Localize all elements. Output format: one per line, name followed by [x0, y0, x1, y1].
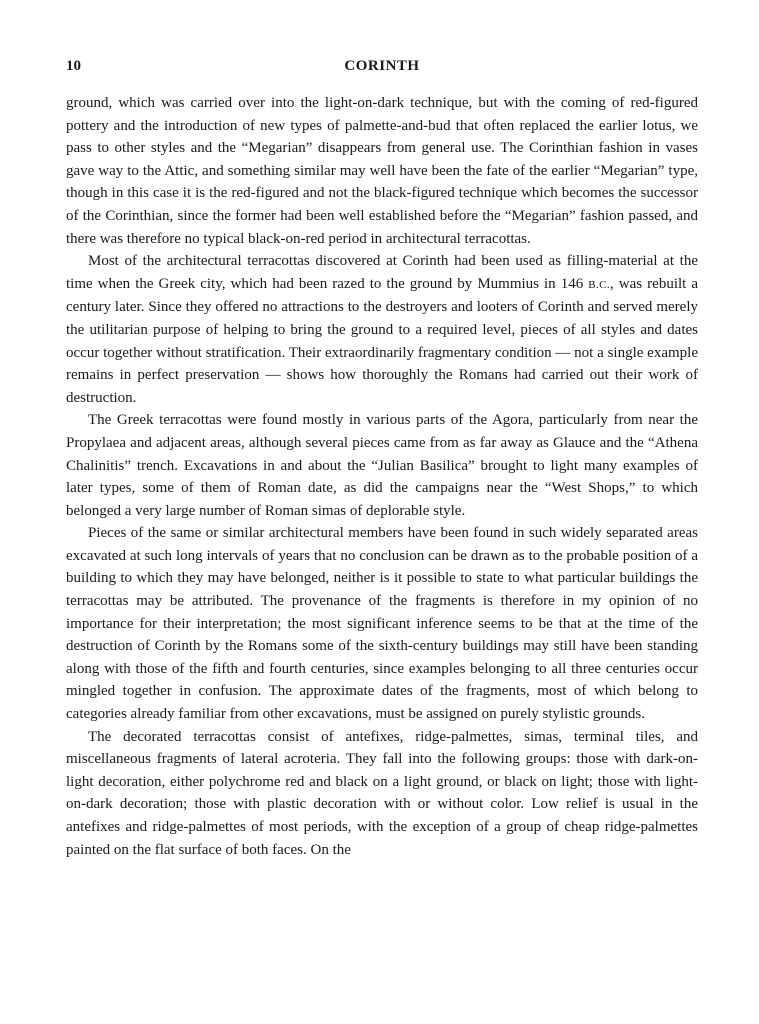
page-number: 10 — [66, 58, 81, 74]
paragraph-text-after-era: , was rebuilt a century later. Since they offered no attractions to the destroyers and looters of Corinth and served merely the utilitarian purpose of helping to bring the ground to a required level, pieces of all styles and dates occur together without stratification. Their extraordinarily fragmentary condition — not a single example remains in perfect preservation — shows how thoroughly the Romans had carried out their work of destruction. — [66, 275, 699, 406]
paragraph-find-locations: The Greek terracottas were found mostly in various parts of the Agora, particularly from near the Propylaea and adjacent areas, although several pieces came from as far away as Glauce and the “Athena Chalinitis” trench. Excavations in and about the “Julian Basilica” brought to light many examples of later types, some of them of Roman date, as did the campaigns near the “West Shops,” to which belonged a very large number of Roman simas of deplorable style. — [66, 412, 698, 519]
paragraph-text-before-era: Most of the architectural terracottas discovered at Corinth had been used as filling-material at the time when the Greek city, which had been razed to the ground by Mummius in 146 — [66, 253, 698, 292]
paragraph-decorated-terracottas: The decorated terracottas consist of antefixes, ridge-palmettes, simas, terminal tiles, and miscellaneous fragments of lateral acroteria. They fall into the following groups: those with dark-on-light decoration, either polychrome red and black on a light ground, or black on light; those with light-on-dark decoration; those with plastic decoration with or without color. Low relief is usual in the antefixes and ridge-palmettes of most periods, with the exception of a group of cheap ridge-palmettes painted on the flat surface of both faces. On the — [66, 728, 698, 858]
body-text — [66, 92, 698, 861]
paragraph-provenance: Pieces of the same or similar architectural members have been found in such widely separated areas excavated at such long intervals of years that no conclusion can be drawn as to the probable position of a building to which they may have belonged, neither is it possible to state to what particular buildings the terracottas may be attributed. The provenance of the fragments is therefore in my opinion of no importance for their interpretation; the most significant inference seems to be that at the time of the destruction of Corinth by the Romans some of the sixth-century buildings may still have been standing along with those of the fifth and fourth centuries, since examples belonging to all three centuries occur mingled together in confusion. The approximate dates of the fragments, most of which belong to categories already familiar from other excavations, must be assigned on purely stylistic grounds. — [66, 525, 698, 723]
running-head — [66, 58, 698, 82]
era-abbreviation: B.C. — [588, 278, 611, 291]
page — [66, 58, 698, 861]
running-title: CORINTH — [344, 58, 420, 74]
paragraph-continued: ground, which was carried over into the light-on-dark technique, but with the coming of red-figured pottery and the introduction of new types of palmette-and-bud that often replaced the earlier lotus, we pass to other styles and the “Megarian” disappears from general use. The Corinthian fashion in vases gave way to the Attic, and something similar may well have been the fate of the earlier “Megarian” type, though in this case it is the red-figured and not the black-figured technique which becomes the successor of the Corinthian, since the former had been well established before the “Megarian” fashion passed, and there was therefore no typical black-on-red period in architectural terracottas. — [66, 95, 698, 247]
paragraph-filling-material — [66, 250, 698, 409]
